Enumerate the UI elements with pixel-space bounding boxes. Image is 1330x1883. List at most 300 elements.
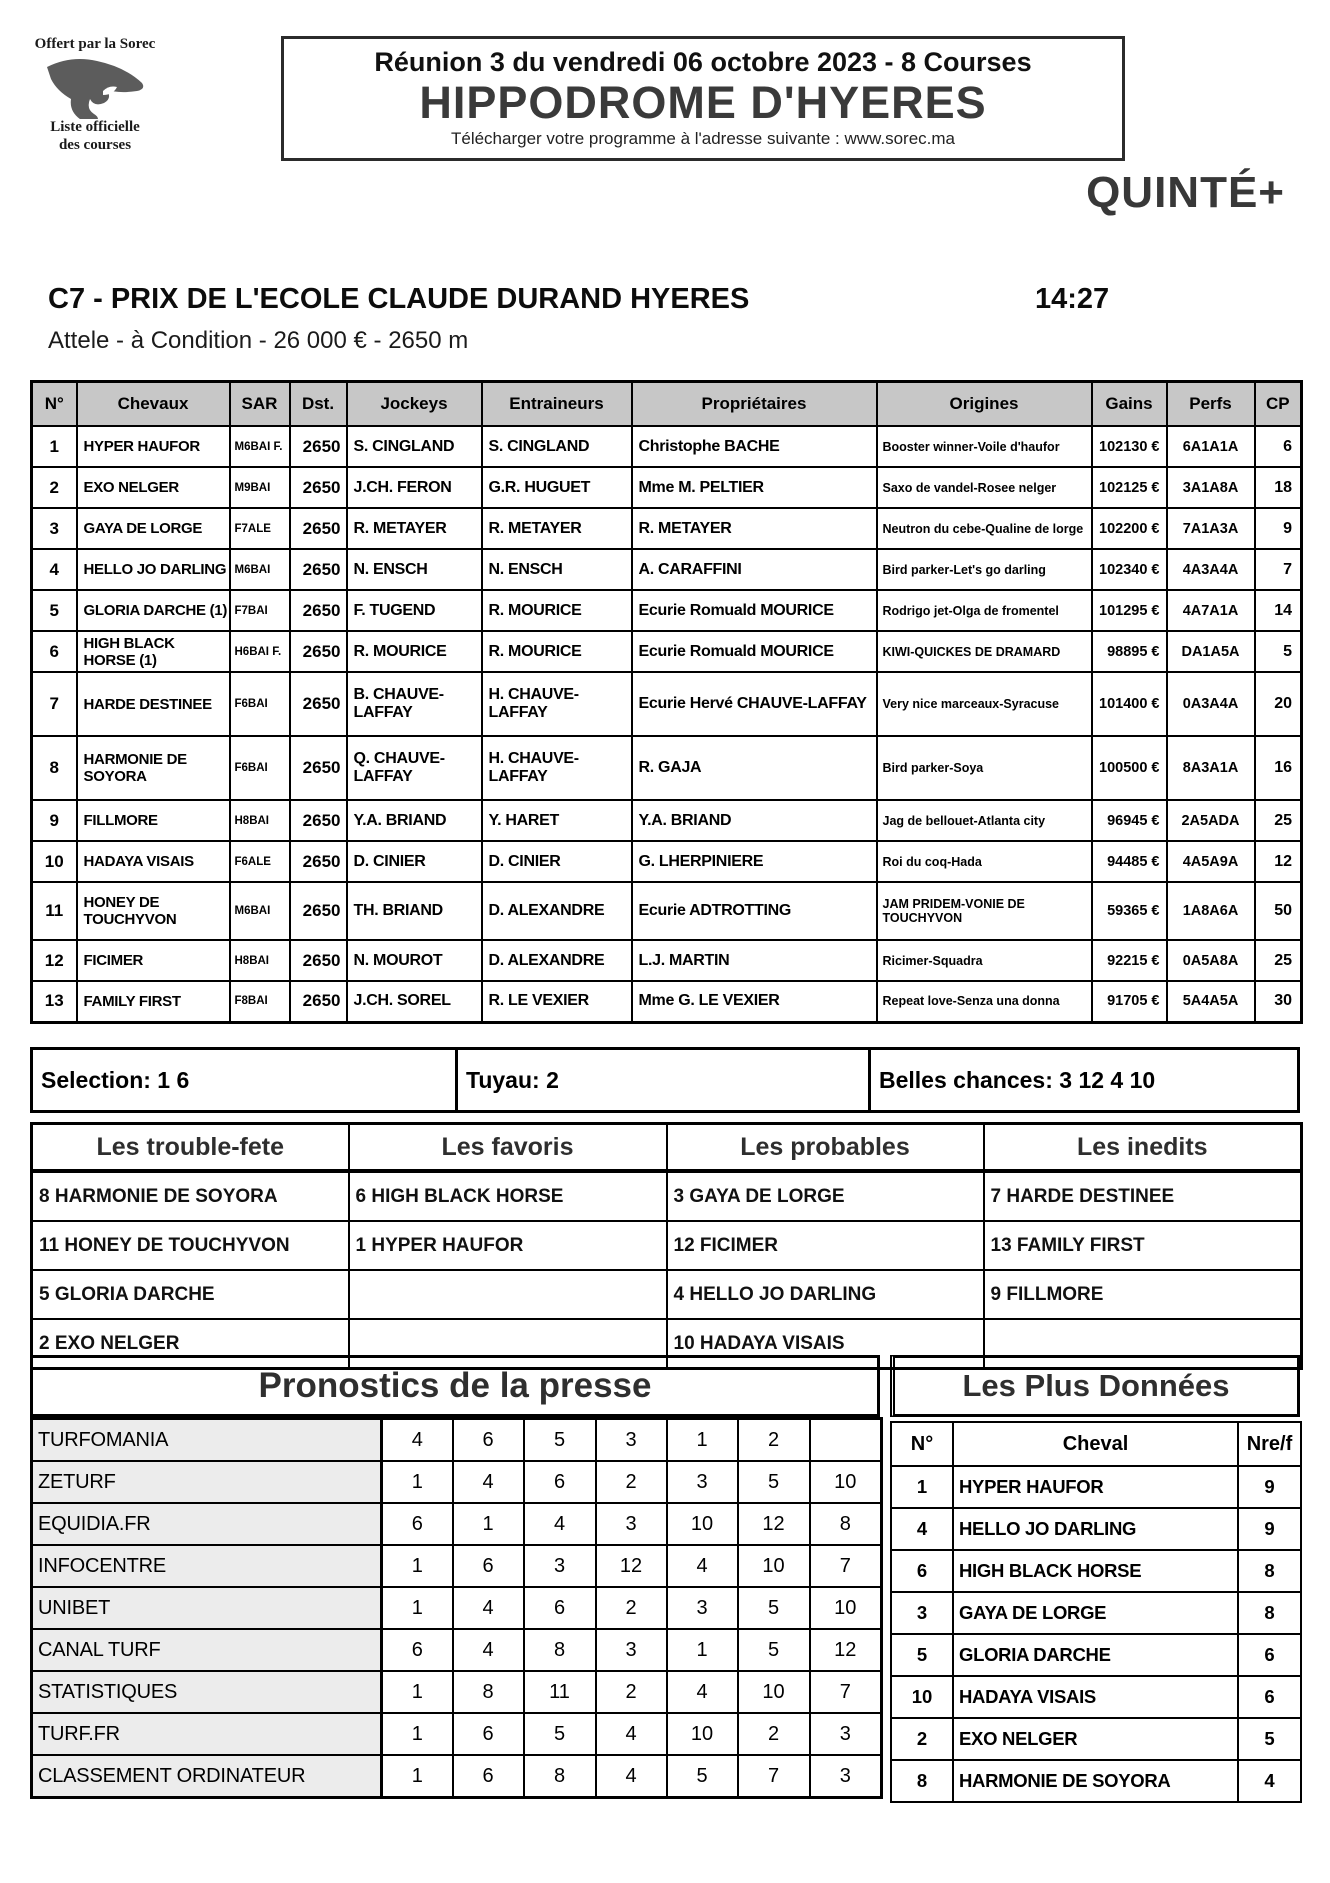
press-value-cell: 1 — [382, 1755, 453, 1798]
runner-cell: F6BAI — [230, 736, 290, 800]
press-value-cell: 3 — [596, 1503, 667, 1545]
runner-cell: Mme M. PELTIER — [632, 467, 877, 508]
runner-cell: Rodrigo jet-Olga de fromentel — [877, 590, 1092, 631]
runner-cell: 2650 — [290, 736, 347, 800]
runner-cell: Q. CHAUVE-LAFFAY — [347, 736, 482, 800]
sorec-logo — [30, 36, 160, 154]
press-value-cell: 6 — [382, 1629, 453, 1671]
press-value-cell: 11 — [524, 1671, 596, 1713]
runner-cell: 1A8A6A — [1167, 882, 1255, 940]
press-value-cell: 1 — [667, 1419, 738, 1462]
press-value-cell: 5 — [738, 1629, 810, 1671]
runner-cell: Booster winner-Voile d'haufor — [877, 426, 1092, 467]
runner-cell: 2650 — [290, 549, 347, 590]
runner-cell: 4A7A1A — [1167, 590, 1255, 631]
runner-cell: R. MOURICE — [482, 590, 632, 631]
runner-cell: D. ALEXANDRE — [482, 882, 632, 940]
press-value-cell: 5 — [738, 1587, 810, 1629]
runner-cell: F7BAI — [230, 590, 290, 631]
plus-donnees-row — [891, 1676, 1301, 1718]
press-value-cell: 2 — [596, 1461, 667, 1503]
pick-col-header: Les favoris — [349, 1124, 667, 1172]
plus-donnees-cell: 10 — [891, 1676, 953, 1718]
runner-cell: J.CH. SOREL — [347, 981, 482, 1022]
runner-cell: N. ENSCH — [347, 549, 482, 590]
download-line: Télécharger votre programme à l'adresse suivante : www.sorec.ma — [450, 129, 955, 149]
runner-cell: HARMONIE DE SOYORA — [77, 736, 230, 800]
runner-cell: 1 — [32, 426, 77, 467]
runner-cell: HADAYA VISAIS — [77, 841, 230, 882]
pick-item: 7 HARDE DESTINEE — [984, 1171, 1302, 1221]
press-value-cell: 1 — [382, 1587, 453, 1629]
runner-cell: HIGH BLACK HORSE (1) — [77, 631, 230, 672]
runner-cell: 2650 — [290, 426, 347, 467]
press-value-cell: 4 — [596, 1713, 667, 1755]
logo-caption-bottom — [30, 119, 160, 154]
runner-cell: 11 — [32, 882, 77, 940]
plus-donnees-cell: 8 — [891, 1760, 953, 1802]
runner-cell: 59365 € — [1092, 882, 1167, 940]
runners-col-header: Entraineurs — [482, 382, 632, 427]
press-name-cell: ZETURF — [32, 1461, 382, 1503]
runner-cell: HYPER HAUFOR — [77, 426, 230, 467]
belles-chances-cell: Belles chances: 3 12 4 10 — [879, 1066, 1156, 1093]
runner-cell: F. TUGEND — [347, 590, 482, 631]
plus-donnees-row — [891, 1550, 1301, 1592]
press-value-cell: 10 — [810, 1587, 882, 1629]
picks-row — [32, 1171, 1302, 1221]
runner-cell: M6BAI — [230, 882, 290, 940]
runner-cell: 102340 € — [1092, 549, 1167, 590]
press-value-cell: 8 — [453, 1671, 524, 1713]
press-value-cell: 6 — [382, 1503, 453, 1545]
runner-row — [32, 426, 1302, 467]
runner-row — [32, 672, 1302, 736]
logo-caption-top: Offert par la Sorec — [34, 36, 156, 52]
plus-donnees-cell: 1 — [891, 1466, 953, 1508]
pick-item: 12 FICIMER — [667, 1221, 984, 1270]
runner-cell: G. LHERPINIERE — [632, 841, 877, 882]
tuyau-cell: Tuyau: 2 — [458, 1050, 871, 1110]
runner-cell: N. MOUROT — [347, 940, 482, 981]
runner-cell: R. METAYER — [482, 508, 632, 549]
runner-cell: F7ALE — [230, 508, 290, 549]
press-value-cell: 4 — [453, 1587, 524, 1629]
runner-cell: Christophe BACHE — [632, 426, 877, 467]
pick-item: 3 GAYA DE LORGE — [667, 1171, 984, 1221]
runner-row — [32, 631, 1302, 672]
press-value-cell: 5 — [738, 1461, 810, 1503]
runner-cell: F6BAI — [230, 672, 290, 736]
plus-donnees-row — [891, 1592, 1301, 1634]
press-value-cell: 10 — [667, 1713, 738, 1755]
runner-cell: 96945 € — [1092, 800, 1167, 841]
press-value-cell — [810, 1419, 882, 1462]
runner-cell: M9BAI — [230, 467, 290, 508]
runner-cell: R. METAYER — [632, 508, 877, 549]
runner-cell: N. ENSCH — [482, 549, 632, 590]
runner-cell: FILLMORE — [77, 800, 230, 841]
press-row — [32, 1713, 882, 1755]
press-value-cell: 10 — [810, 1461, 882, 1503]
press-name-cell: TURF.FR — [32, 1713, 382, 1755]
runners-col-header: Origines — [877, 382, 1092, 427]
press-table — [30, 1417, 883, 1799]
pick-item: 11 HONEY DE TOUCHYVON — [32, 1221, 349, 1270]
runner-cell: 101400 € — [1092, 672, 1167, 736]
plus-donnees-row — [891, 1634, 1301, 1676]
runner-cell: D. CINIER — [482, 841, 632, 882]
runner-cell: 102125 € — [1092, 467, 1167, 508]
plus-donnees-header-row — [891, 1422, 1301, 1466]
plus-donnees-cell: 3 — [891, 1592, 953, 1634]
quinte-badge: QUINTÉ+ — [1086, 168, 1285, 217]
runner-cell: 8A3A1A — [1167, 736, 1255, 800]
runner-cell: A. CARAFFINI — [632, 549, 877, 590]
press-value-cell: 10 — [738, 1545, 810, 1587]
runner-cell: R. MOURICE — [482, 631, 632, 672]
runner-cell: R. METAYER — [347, 508, 482, 549]
runner-cell: 2650 — [290, 981, 347, 1022]
runner-cell: 2 — [32, 467, 77, 508]
plus-donnees-cell: GAYA DE LORGE — [953, 1592, 1238, 1634]
race-time: 14:27 — [1035, 283, 1110, 315]
press-value-cell: 8 — [524, 1629, 596, 1671]
press-value-cell: 4 — [524, 1503, 596, 1545]
press-value-cell: 2 — [738, 1713, 810, 1755]
runner-cell: Y. HARET — [482, 800, 632, 841]
runner-cell: Ecurie ADTROTTING — [632, 882, 877, 940]
runner-cell: R. GAJA — [632, 736, 877, 800]
runner-cell: Roi du coq-Hada — [877, 841, 1092, 882]
press-name-cell: UNIBET — [32, 1587, 382, 1629]
runners-col-header: Jockeys — [347, 382, 482, 427]
runners-col-header: SAR — [230, 382, 290, 427]
plus-donnees-row — [891, 1760, 1301, 1802]
plus-donnees-title-box — [890, 1355, 1300, 1417]
runner-cell: G.R. HUGUET — [482, 467, 632, 508]
pick-item: 2 EXO NELGER — [32, 1319, 349, 1369]
race-code-title: C7 - PRIX DE L'ECOLE CLAUDE DURAND HYERES — [48, 283, 750, 315]
plus-donnees-cell: GLORIA DARCHE — [953, 1634, 1238, 1676]
runner-cell: Neutron du cebe-Qualine de lorge — [877, 508, 1092, 549]
pick-col-header: Les trouble-fete — [32, 1124, 349, 1172]
press-value-cell: 12 — [738, 1503, 810, 1545]
runner-cell: H. CHAUVE-LAFFAY — [482, 736, 632, 800]
selection-cell: Selection: 1 6 — [33, 1050, 458, 1110]
runner-cell: 2650 — [290, 467, 347, 508]
press-value-cell: 3 — [810, 1713, 882, 1755]
runner-cell: L.J. MARTIN — [632, 940, 877, 981]
runner-cell: 2650 — [290, 940, 347, 981]
picks-row — [32, 1270, 1302, 1319]
press-name-cell: INFOCENTRE — [32, 1545, 382, 1587]
press-value-cell: 8 — [810, 1503, 882, 1545]
press-title-box — [30, 1355, 880, 1417]
plus-donnees-cell: 9 — [1238, 1508, 1301, 1550]
runner-cell: 7A1A3A — [1167, 508, 1255, 549]
press-value-cell: 3 — [596, 1629, 667, 1671]
press-row — [32, 1503, 882, 1545]
plus-donnees-table — [890, 1421, 1302, 1803]
press-row — [32, 1671, 882, 1713]
plus-donnees-cell: 2 — [891, 1718, 953, 1760]
runner-cell: B. CHAUVE-LAFFAY — [347, 672, 482, 736]
runner-cell: 5 — [32, 590, 77, 631]
runner-cell: S. CINGLAND — [482, 426, 632, 467]
runner-cell: 101295 € — [1092, 590, 1167, 631]
picks-table — [30, 1122, 1303, 1370]
runner-cell: JAM PRIDEM-VONIE DE TOUCHYVON — [877, 882, 1092, 940]
pick-item: 1 HYPER HAUFOR — [349, 1221, 667, 1270]
runner-cell: Repeat love-Senza una donna — [877, 981, 1092, 1022]
runner-cell: H6BAI F. — [230, 631, 290, 672]
runner-cell: H8BAI — [230, 800, 290, 841]
runner-row — [32, 940, 1302, 981]
runner-cell: FAMILY FIRST — [77, 981, 230, 1022]
press-row — [32, 1629, 882, 1671]
runner-cell: 6A1A1A — [1167, 426, 1255, 467]
press-value-cell: 2 — [738, 1419, 810, 1462]
press-value-cell: 2 — [596, 1587, 667, 1629]
runner-cell: 2650 — [290, 672, 347, 736]
plus-donnees-cell: 5 — [1238, 1718, 1301, 1760]
plus-donnees-row — [891, 1466, 1301, 1508]
runners-col-header: N° — [32, 382, 77, 427]
press-value-cell: 6 — [453, 1713, 524, 1755]
runner-cell: 3 — [32, 508, 77, 549]
runner-cell: D. ALEXANDRE — [482, 940, 632, 981]
plus-donnees-cell: 6 — [891, 1550, 953, 1592]
runner-row — [32, 841, 1302, 882]
plus-donnees-cell: 8 — [1238, 1550, 1301, 1592]
plus-donnees-row — [891, 1508, 1301, 1550]
runner-row — [32, 590, 1302, 631]
picks-row — [32, 1221, 1302, 1270]
plus-donnees-cell: 4 — [1238, 1760, 1301, 1802]
press-name-cell: EQUIDIA.FR — [32, 1503, 382, 1545]
runner-cell: KIWI-QUICKES DE DRAMARD — [877, 631, 1092, 672]
plus-donnees-cell: HARMONIE DE SOYORA — [953, 1760, 1238, 1802]
runner-cell: 8 — [32, 736, 77, 800]
runner-cell: 12 — [1255, 841, 1302, 882]
runner-cell: 7 — [32, 672, 77, 736]
press-value-cell: 4 — [453, 1629, 524, 1671]
runner-cell: GAYA DE LORGE — [77, 508, 230, 549]
runner-cell: 18 — [1255, 467, 1302, 508]
runner-cell: 4 — [32, 549, 77, 590]
runner-cell: 5A4A5A — [1167, 981, 1255, 1022]
picks-header-row — [32, 1124, 1302, 1172]
press-value-cell: 4 — [596, 1755, 667, 1798]
runner-cell: 10 — [32, 841, 77, 882]
press-title: Pronostics de la presse — [258, 1366, 652, 1405]
runners-table — [30, 380, 1303, 1024]
runner-cell: Ricimer-Squadra — [877, 940, 1092, 981]
runner-cell: 7 — [1255, 549, 1302, 590]
selection-bar — [30, 1047, 1300, 1113]
runner-cell: Very nice marceaux-Syracuse — [877, 672, 1092, 736]
runner-row — [32, 508, 1302, 549]
runner-cell: 9 — [1255, 508, 1302, 549]
runner-row — [32, 549, 1302, 590]
runner-cell: 14 — [1255, 590, 1302, 631]
pick-item: 13 FAMILY FIRST — [984, 1221, 1302, 1270]
pick-col-header: Les inedits — [984, 1124, 1302, 1172]
press-value-cell: 3 — [524, 1545, 596, 1587]
runner-cell: J.CH. FERON — [347, 467, 482, 508]
runner-cell: 30 — [1255, 981, 1302, 1022]
runners-col-header: Gains — [1092, 382, 1167, 427]
runner-cell: 91705 € — [1092, 981, 1167, 1022]
press-row — [32, 1587, 882, 1629]
runner-cell: 20 — [1255, 672, 1302, 736]
runners-col-header: Perfs — [1167, 382, 1255, 427]
runners-col-header: Chevaux — [77, 382, 230, 427]
runner-cell: 6 — [1255, 426, 1302, 467]
press-value-cell: 4 — [382, 1419, 453, 1462]
plus-donnees-cell: HELLO JO DARLING — [953, 1508, 1238, 1550]
runner-cell: F6ALE — [230, 841, 290, 882]
race-conditions: Attele - à Condition - 26 000 € - 2650 m — [48, 327, 469, 354]
press-value-cell: 6 — [453, 1419, 524, 1462]
press-value-cell: 6 — [453, 1545, 524, 1587]
runner-cell: Ecurie Romuald MOURICE — [632, 590, 877, 631]
press-name-cell: CLASSEMENT ORDINATEUR — [32, 1755, 382, 1798]
plus-donnees-col-header: N° — [891, 1422, 953, 1466]
press-value-cell: 6 — [524, 1461, 596, 1503]
runner-cell: 0A5A8A — [1167, 940, 1255, 981]
runner-cell: F8BAI — [230, 981, 290, 1022]
runner-cell: Ecurie Romuald MOURICE — [632, 631, 877, 672]
runner-cell: S. CINGLAND — [347, 426, 482, 467]
plus-donnees-col-header: Nre/f — [1238, 1422, 1301, 1466]
runner-cell: HARDE DESTINEE — [77, 672, 230, 736]
pick-item: 10 HADAYA VISAIS — [667, 1319, 984, 1369]
reunion-line: Réunion 3 du vendredi 06 octobre 2023 - 8 Courses — [374, 47, 1032, 77]
pick-item: 5 GLORIA DARCHE — [32, 1270, 349, 1319]
pick-item: 6 HIGH BLACK HORSE — [349, 1171, 667, 1221]
press-value-cell: 2 — [596, 1671, 667, 1713]
press-value-cell: 6 — [453, 1755, 524, 1798]
press-value-cell: 1 — [667, 1629, 738, 1671]
pick-item: 8 HARMONIE DE SOYORA — [32, 1171, 349, 1221]
runner-row — [32, 467, 1302, 508]
runner-cell: 12 — [32, 940, 77, 981]
runner-cell: 2A5ADA — [1167, 800, 1255, 841]
runner-cell: Ecurie Hervé CHAUVE-LAFFAY — [632, 672, 877, 736]
runner-cell: 13 — [32, 981, 77, 1022]
runner-cell: 2650 — [290, 882, 347, 940]
runner-cell: HELLO JO DARLING — [77, 549, 230, 590]
runner-cell: M6BAI — [230, 549, 290, 590]
runner-cell: DA1A5A — [1167, 631, 1255, 672]
runner-cell: 2650 — [290, 590, 347, 631]
plus-donnees-cell: 5 — [891, 1634, 953, 1676]
sorec-horse-logo-icon — [43, 55, 147, 119]
press-value-cell: 10 — [667, 1503, 738, 1545]
press-row — [32, 1755, 882, 1798]
runner-cell: EXO NELGER — [77, 467, 230, 508]
runner-cell: 92215 € — [1092, 940, 1167, 981]
press-value-cell: 5 — [667, 1755, 738, 1798]
press-name-cell: CANAL TURF — [32, 1629, 382, 1671]
press-value-cell: 3 — [667, 1461, 738, 1503]
runner-cell: 4A3A4A — [1167, 549, 1255, 590]
logo-caption-line2: des courses — [58, 136, 132, 153]
hippodrome-title: HIPPODROME D'HYERES — [419, 77, 987, 128]
runner-cell: 98895 € — [1092, 631, 1167, 672]
plus-donnees-cell: 6 — [1238, 1676, 1301, 1718]
runner-cell: 16 — [1255, 736, 1302, 800]
press-row — [32, 1419, 882, 1462]
press-value-cell: 6 — [524, 1587, 596, 1629]
runner-cell: H. CHAUVE-LAFFAY — [482, 672, 632, 736]
runner-cell: Y.A. BRIAND — [632, 800, 877, 841]
press-name-cell: TURFOMANIA — [32, 1419, 382, 1462]
runner-cell: 50 — [1255, 882, 1302, 940]
runner-cell: TH. BRIAND — [347, 882, 482, 940]
runner-cell: 9 — [32, 800, 77, 841]
runner-cell: 3A1A8A — [1167, 467, 1255, 508]
runner-cell: 102130 € — [1092, 426, 1167, 467]
plus-donnees-cell: 4 — [891, 1508, 953, 1550]
press-value-cell: 7 — [810, 1545, 882, 1587]
runner-cell: 2650 — [290, 800, 347, 841]
pick-item: 4 HELLO JO DARLING — [667, 1270, 984, 1319]
plus-donnees-cell: EXO NELGER — [953, 1718, 1238, 1760]
runners-header-row — [32, 382, 1302, 427]
plus-donnees-cell: 6 — [1238, 1634, 1301, 1676]
runner-cell: H8BAI — [230, 940, 290, 981]
plus-donnees-col-header: Cheval — [953, 1422, 1238, 1466]
press-value-cell: 12 — [810, 1629, 882, 1671]
press-value-cell: 5 — [524, 1713, 596, 1755]
runners-col-header: CP — [1255, 382, 1302, 427]
plus-donnees-cell: HYPER HAUFOR — [953, 1466, 1238, 1508]
runner-cell: 102200 € — [1092, 508, 1167, 549]
runner-cell: M6BAI F. — [230, 426, 290, 467]
runner-cell: Saxo de vandel-Rosee nelger — [877, 467, 1092, 508]
runner-cell: Bird parker-Soya — [877, 736, 1092, 800]
press-value-cell: 4 — [453, 1461, 524, 1503]
runner-row — [32, 882, 1302, 940]
runner-cell: R. LE VEXIER — [482, 981, 632, 1022]
pick-item — [349, 1270, 667, 1319]
program-header-box — [281, 36, 1125, 161]
pick-col-header: Les probables — [667, 1124, 984, 1172]
press-value-cell: 4 — [667, 1545, 738, 1587]
runner-cell: Mme G. LE VEXIER — [632, 981, 877, 1022]
press-value-cell: 7 — [810, 1671, 882, 1713]
runner-cell: 0A3A4A — [1167, 672, 1255, 736]
press-value-cell: 5 — [524, 1419, 596, 1462]
runner-row — [32, 736, 1302, 800]
press-value-cell: 3 — [667, 1587, 738, 1629]
press-value-cell: 12 — [596, 1545, 667, 1587]
press-value-cell: 1 — [382, 1671, 453, 1713]
runner-cell: R. MOURICE — [347, 631, 482, 672]
press-name-cell: STATISTIQUES — [32, 1671, 382, 1713]
plus-donnees-cell: HADAYA VISAIS — [953, 1676, 1238, 1718]
runner-cell: 2650 — [290, 508, 347, 549]
press-value-cell: 8 — [524, 1755, 596, 1798]
runner-cell: Y.A. BRIAND — [347, 800, 482, 841]
runner-cell: 100500 € — [1092, 736, 1167, 800]
runner-cell: GLORIA DARCHE (1) — [77, 590, 230, 631]
plus-donnees-cell: 8 — [1238, 1592, 1301, 1634]
runner-cell: 2650 — [290, 631, 347, 672]
